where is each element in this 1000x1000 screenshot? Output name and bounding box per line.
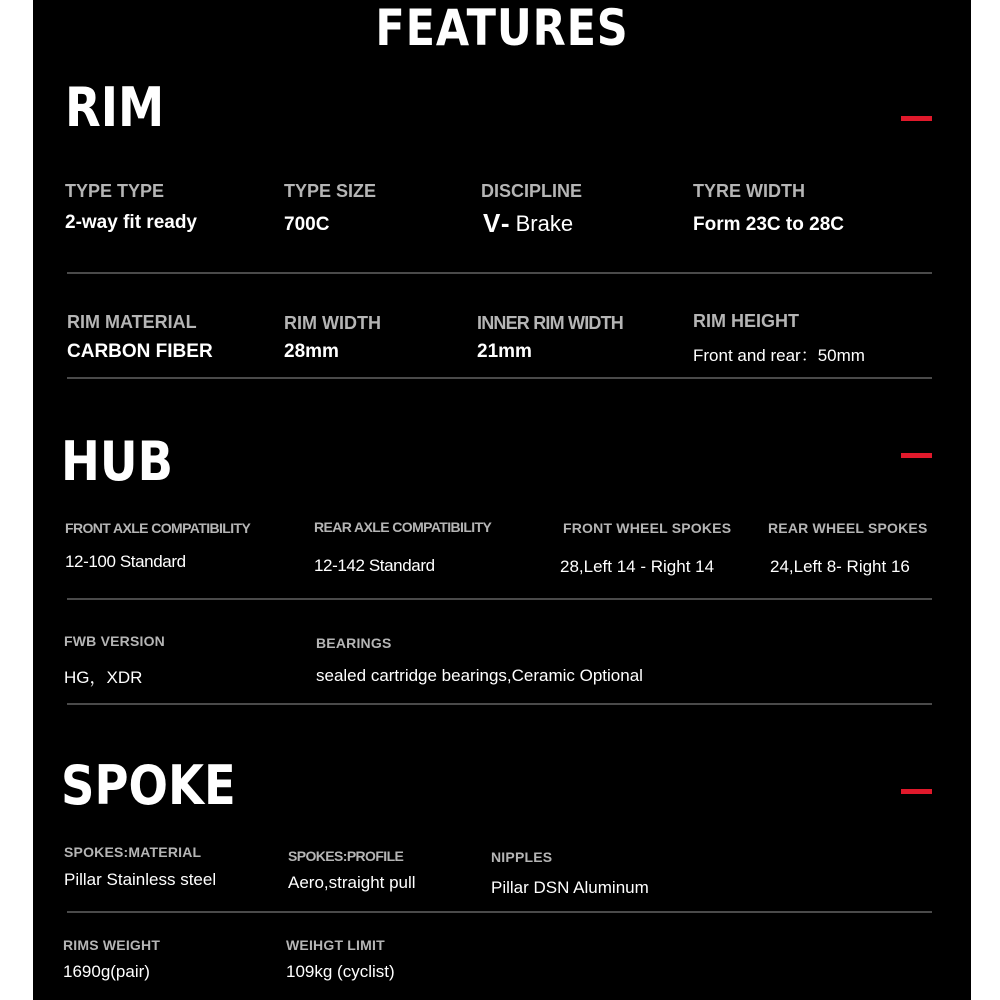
spec-label-rear-wheel-spokes: REAR WHEEL SPOKES [768,520,928,536]
spec-label-rims-weight: RIMS WEIGHT [63,937,161,953]
spec-label-spokes-material: SPOKES:MATERIAL [64,844,202,860]
spec-value-rim-width: 28mm [284,341,339,362]
spec-label-bearings: BEARINGS [316,635,392,651]
spec-value-rim-material: CARBON FIBER [67,341,213,362]
discipline-brake-text: Brake [515,211,574,236]
spec-label-rim-material: RIM MATERIAL [67,312,197,332]
spec-value-front-wheel-spokes: 28,Left 14 - Right 14 [560,557,715,576]
spec-value-type-size: 700C [284,214,330,235]
section-title-spoke: SPOKE [61,754,236,817]
spec-value-tyre-width: Form 23C to 28C [693,214,844,235]
section-title-rim: RIM [65,76,165,139]
spec-label-fwb-version: FWB VERSION [64,633,165,649]
spec-label-nipples: NIPPLES [491,849,553,865]
spec-value-bearings: sealed cartridge bearings,Ceramic Optional [316,666,643,685]
spec-value-rims-weight: 1690g(pair) [63,962,150,981]
discipline-v-glyph: V- [483,208,512,238]
spec-value-type-type: 2-way fit ready [65,212,197,233]
spec-value-weight-limit: 109kg (cyclist) [286,962,395,981]
spec-label-rim-height: RIM HEIGHT [693,311,799,331]
spec-value-discipline [483,208,573,239]
hub-divider-1 [67,598,932,600]
hub-minus-icon[interactable] [901,453,932,458]
spec-label-type-size: TYPE SIZE [284,181,377,201]
spec-label-front-axle: FRONT AXLE COMPATIBILITY [65,520,251,536]
spec-label-rim-width: RIM WIDTH [284,313,381,333]
features-page [33,0,971,1000]
spec-value-fwb-version: HG，XDR [64,668,143,687]
spec-label-inner-rim-width: INNER RIM WIDTH [477,313,623,333]
rim-divider-1 [67,272,932,274]
spec-label-rear-axle: REAR AXLE COMPATIBILITY [314,519,492,535]
rim-minus-icon[interactable] [901,116,932,121]
spec-value-rim-height: Front and rear：50mm [693,346,865,365]
section-title-hub: HUB [61,430,173,493]
spoke-divider-1 [67,911,932,913]
spec-label-discipline: DISCIPLINE [481,181,583,201]
spec-value-rear-axle: 12-142 Standard [314,556,435,575]
spec-value-inner-rim-width: 21mm [477,341,532,362]
spec-label-weight-limit: WEIHGT LIMIT [286,937,385,953]
spoke-minus-icon[interactable] [901,789,932,794]
rim-divider-2 [67,377,932,379]
spec-label-spokes-profile: SPOKES:PROFILE [288,848,404,864]
page-title: FEATURES [375,0,629,57]
spec-label-type-type: TYPE TYPE [65,181,165,201]
spec-value-spokes-profile: Aero,straight pull [288,873,416,892]
hub-divider-2 [67,703,932,705]
spec-value-rear-wheel-spokes: 24,Left 8- Right 16 [770,557,910,576]
spec-label-front-wheel-spokes: FRONT WHEEL SPOKES [563,520,732,536]
spec-value-spokes-material: Pillar Stainless steel [64,870,217,889]
spec-value-nipples: Pillar DSN Aluminum [491,878,649,897]
spec-label-tyre-width: TYRE WIDTH [693,181,805,201]
spec-value-front-axle: 12-100 Standard [65,552,186,571]
